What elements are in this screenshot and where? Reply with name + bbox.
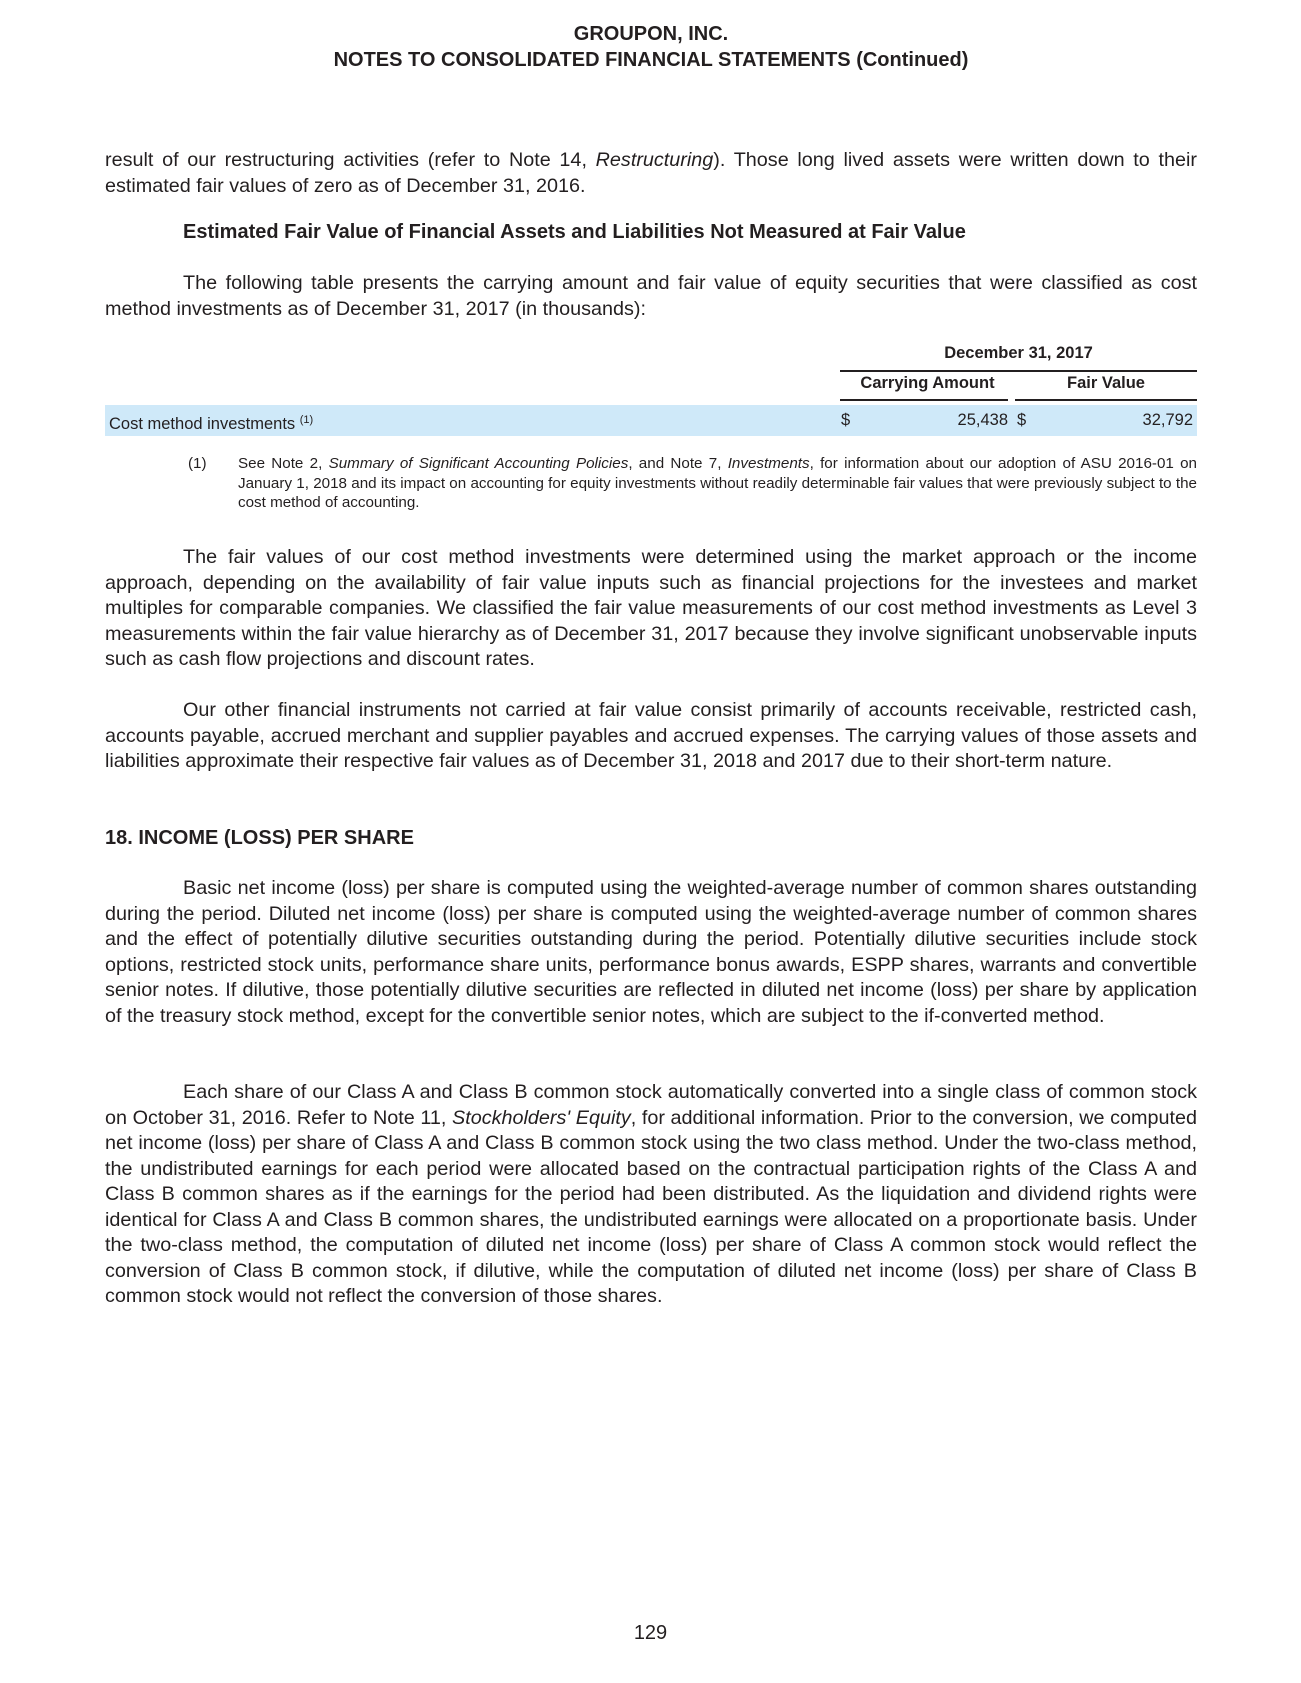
- paragraph-restructuring: result of our restructuring activities (refer to Note 14, Restructuring). Those long lived assets were written down to their estimated fair values of zero as of December 31, 2016.: [105, 149, 1197, 197]
- footnote: [105, 454, 1197, 514]
- cost-method-table: [105, 344, 1197, 433]
- carrying-amount-value: 25,438: [957, 411, 1008, 429]
- col-header-carrying-amount: Carrying Amount: [860, 374, 995, 392]
- fair-col-rule: [1015, 399, 1197, 401]
- group-header-rule: [840, 370, 1197, 372]
- section-heading: 18. INCOME (LOSS) PER SHARE: [105, 827, 414, 849]
- company-name: GROUPON, INC.: [573, 23, 729, 45]
- page-header: [105, 21, 1197, 73]
- paragraph-class-conversion: Each share of our Class A and Class B common stock automatically converted into a single class of common stock on October 31, 2016. Refer to Note 11, Stockholders' Equity, for additional information. Prior to the conversion, we computed net income (loss) per share of Class A and Class B common stock using the two class method. Under the two-class method, the undistributed earnings for each period were allocated based on the contractual participation rights of the Class A and Class B common shares as if the earnings for the period had been distributed. As the liquidation and dividend rights were identical for Class A and Class B common shares, the undistributed earnings were allocated on a proportionate basis. Under the two-class method, the computation of diluted net income (loss) per share of Class A common stock would reflect the conversion of Class B common stock, if dilutive, while the computation of diluted net income (loss) per share of Class B common stock would not reflect the conversion of those shares.: [105, 1081, 1197, 1307]
- carrying-col-rule: [840, 399, 1008, 401]
- paragraph-fair-values: The fair values of our cost method investments were determined using the market approach or the income approach, depending on the availability of fair value inputs such as financial projections for the investees and market multiples for comparable companies. We classified the fair value measurements of our cost method investments as Level 3 measurements within the fair value hierarchy as of December 31, 2017 because they involve significant unobservable inputs such as cash flow projections and discount rates.: [105, 546, 1197, 670]
- row-label: Cost method investments $^{(1)}$: [109, 414, 314, 433]
- footnote-number: (1): [188, 455, 207, 472]
- paragraph-other-instruments: Our other financial instruments not carried at fair value consist primarily of accounts receivable, restricted cash, accounts payable, accrued merchant and supplier payables and accrued expenses. The carrying values of those assets and liabilities approximate their respective fair values as of December 31, 2018 and 2017 due to their short-term nature.: [105, 699, 1197, 772]
- header-title: NOTES TO CONSOLIDATED FINANCIAL STATEMENTS (Continued): [333, 49, 969, 71]
- paragraph-basic-diluted: Basic net income (loss) per share is computed using the weighted-average number of common shares outstanding during the period. Diluted net income (loss) per share is computed using the weighted-average number of common shares and the effect of potentially dilutive securities outstanding during the period. Potentially dilutive securities include stock options, restricted stock units, performance share units, performance bonus awards, ESPP shares, warrants and convertible senior notes. If dilutive, those potentially dilutive securities are reflected in diluted net income (loss) per share by application of the treasury stock method, except for the convertible senior notes, which are subject to the if-converted method.: [105, 877, 1197, 1027]
- currency-symbol: $: [1017, 411, 1027, 429]
- subheading-fair-value: Estimated Fair Value of Financial Assets and Liabilities Not Measured at Fair Value: [183, 221, 966, 243]
- fair-value-value: 32,792: [1142, 411, 1193, 429]
- table-group-header: December 31, 2017: [944, 344, 1093, 362]
- document-page: [105, 0, 1198, 1307]
- paragraph-table-intro: The following table presents the carrying amount and fair value of equity securities that were classified as cost method investments as of December 31, 2017 (in thousands):: [105, 272, 1197, 320]
- footnote-text: See Note 2, Summary of Significant Accounting Policies, and Note 7, Investments, for information about our adoption of ASU 2016-01 on January 1, 2018 and its impact on accounting for equity investments without readily determinable fair values that were previously subject to the cost method of accounting.: [238, 455, 1198, 511]
- col-header-fair-value: Fair Value: [1067, 374, 1145, 392]
- currency-symbol: $: [841, 411, 851, 429]
- footnote-ref: (1): [299, 414, 314, 426]
- table-row: [105, 405, 1197, 436]
- page-number: 129: [633, 1622, 668, 1644]
